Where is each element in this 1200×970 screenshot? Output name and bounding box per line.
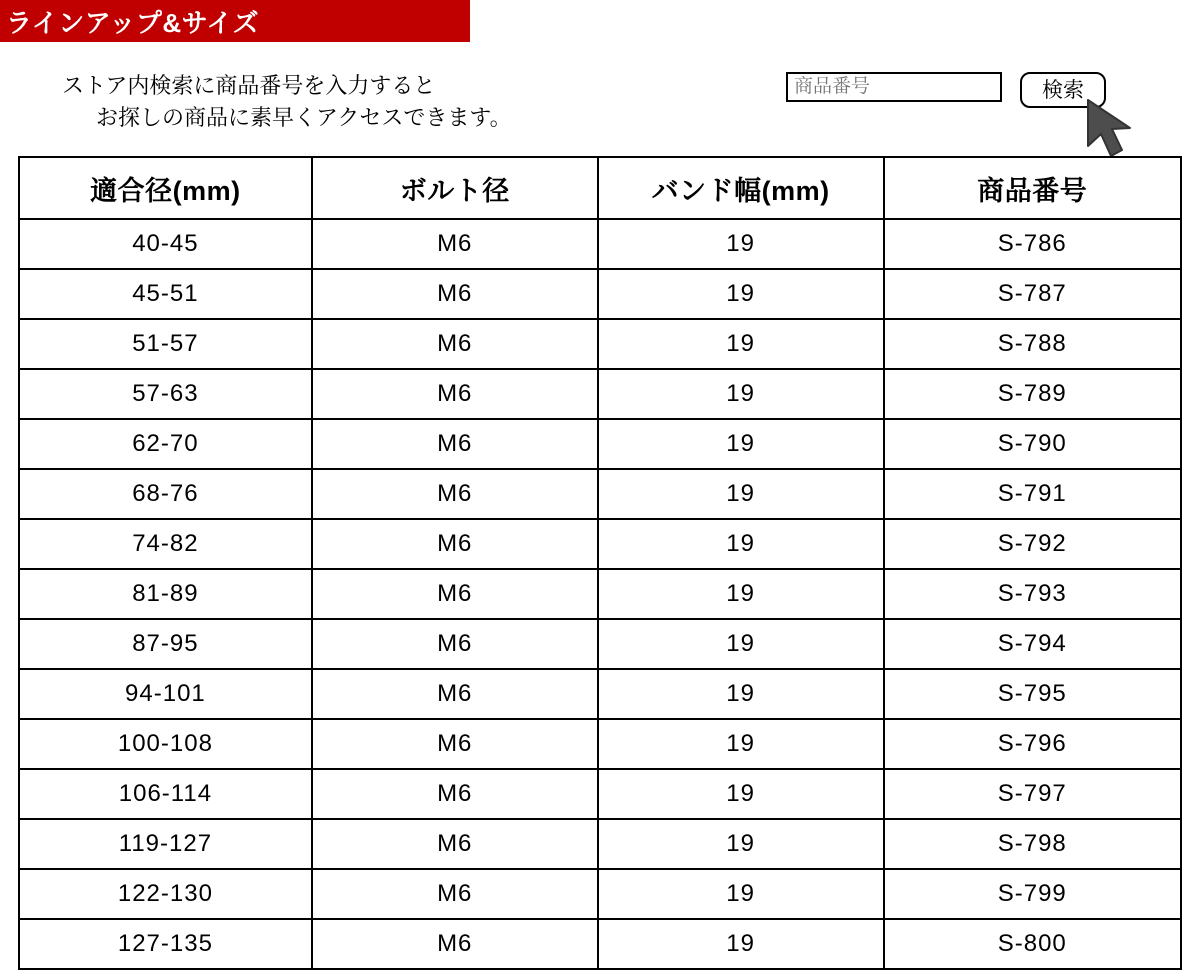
table-cell: S-795: [884, 669, 1182, 719]
table-cell: S-787: [884, 269, 1182, 319]
table-cell: S-794: [884, 619, 1182, 669]
table-cell: M6: [312, 819, 598, 869]
table-cell: M6: [312, 869, 598, 919]
table-header-row: [19, 157, 1181, 219]
store-search: [786, 72, 1106, 108]
instruction-line-1: ストア内検索に商品番号を入力すると: [62, 73, 436, 98]
column-header-bolt-diameter: ボルト径: [312, 157, 598, 219]
section-banner: [0, 0, 470, 42]
table-cell: 57-63: [19, 369, 312, 419]
table-cell: M6: [312, 719, 598, 769]
table-cell: 19: [598, 469, 884, 519]
table-cell: 68-76: [19, 469, 312, 519]
table-cell: 51-57: [19, 319, 312, 369]
table-row: [19, 319, 1181, 369]
table-row: [19, 919, 1181, 969]
table-cell: S-791: [884, 469, 1182, 519]
table-row: [19, 769, 1181, 819]
table-row: [19, 869, 1181, 919]
table-cell: M6: [312, 619, 598, 669]
table-cell: 81-89: [19, 569, 312, 619]
table-row: [19, 619, 1181, 669]
spec-table-wrapper: [18, 156, 1182, 970]
table-cell: 40-45: [19, 219, 312, 269]
table-cell: 19: [598, 669, 884, 719]
table-row: [19, 369, 1181, 419]
table-cell: S-790: [884, 419, 1182, 469]
table-cell: M6: [312, 419, 598, 469]
instruction-line-2: お探しの商品に素早くアクセスできます。: [96, 104, 512, 130]
table-cell: S-793: [884, 569, 1182, 619]
table-cell: S-796: [884, 719, 1182, 769]
table-cell: 106-114: [19, 769, 312, 819]
table-cell: 62-70: [19, 419, 312, 469]
table-cell: S-798: [884, 819, 1182, 869]
table-cell: 94-101: [19, 669, 312, 719]
table-cell: S-786: [884, 219, 1182, 269]
table-cell: 19: [598, 869, 884, 919]
table-cell: M6: [312, 519, 598, 569]
table-cell: 100-108: [19, 719, 312, 769]
table-cell: 19: [598, 819, 884, 869]
table-cell: 19: [598, 769, 884, 819]
table-cell: S-789: [884, 369, 1182, 419]
column-header-band-width: バンド幅(mm): [598, 157, 884, 219]
table-cell: M6: [312, 219, 598, 269]
table-row: [19, 219, 1181, 269]
search-input[interactable]: [786, 72, 1002, 102]
table-cell: 19: [598, 419, 884, 469]
table-cell: 87-95: [19, 619, 312, 669]
table-cell: 19: [598, 619, 884, 669]
table-cell: 74-82: [19, 519, 312, 569]
table-cell: 19: [598, 919, 884, 969]
table-row: [19, 419, 1181, 469]
column-header-product-number: 商品番号: [884, 157, 1182, 219]
table-row: [19, 819, 1181, 869]
table-cell: M6: [312, 669, 598, 719]
table-cell: 45-51: [19, 269, 312, 319]
table-cell: 122-130: [19, 869, 312, 919]
table-cell: M6: [312, 569, 598, 619]
table-cell: 19: [598, 719, 884, 769]
table-cell: M6: [312, 369, 598, 419]
table-cell: 127-135: [19, 919, 312, 969]
table-cell: S-799: [884, 869, 1182, 919]
table-cell: S-792: [884, 519, 1182, 569]
column-header-fit-diameter: 適合径(mm): [19, 157, 312, 219]
table-cell: M6: [312, 269, 598, 319]
table-cell: 19: [598, 269, 884, 319]
table-cell: 19: [598, 519, 884, 569]
table-row: [19, 669, 1181, 719]
page-title: ラインアップ&サイズ: [6, 7, 260, 38]
table-cell: M6: [312, 319, 598, 369]
table-cell: M6: [312, 919, 598, 969]
spec-table: [18, 156, 1182, 970]
table-row: [19, 519, 1181, 569]
table-row: [19, 469, 1181, 519]
table-cell: S-800: [884, 919, 1182, 969]
table-cell: M6: [312, 469, 598, 519]
table-cell: S-797: [884, 769, 1182, 819]
table-cell: 19: [598, 319, 884, 369]
table-row: [19, 719, 1181, 769]
table-cell: 119-127: [19, 819, 312, 869]
table-cell: S-788: [884, 319, 1182, 369]
table-cell: 19: [598, 369, 884, 419]
instruction-text: [62, 70, 512, 134]
search-button[interactable]: 検索: [1020, 72, 1106, 108]
table-row: [19, 269, 1181, 319]
table-cell: M6: [312, 769, 598, 819]
table-row: [19, 569, 1181, 619]
table-cell: 19: [598, 219, 884, 269]
table-cell: 19: [598, 569, 884, 619]
